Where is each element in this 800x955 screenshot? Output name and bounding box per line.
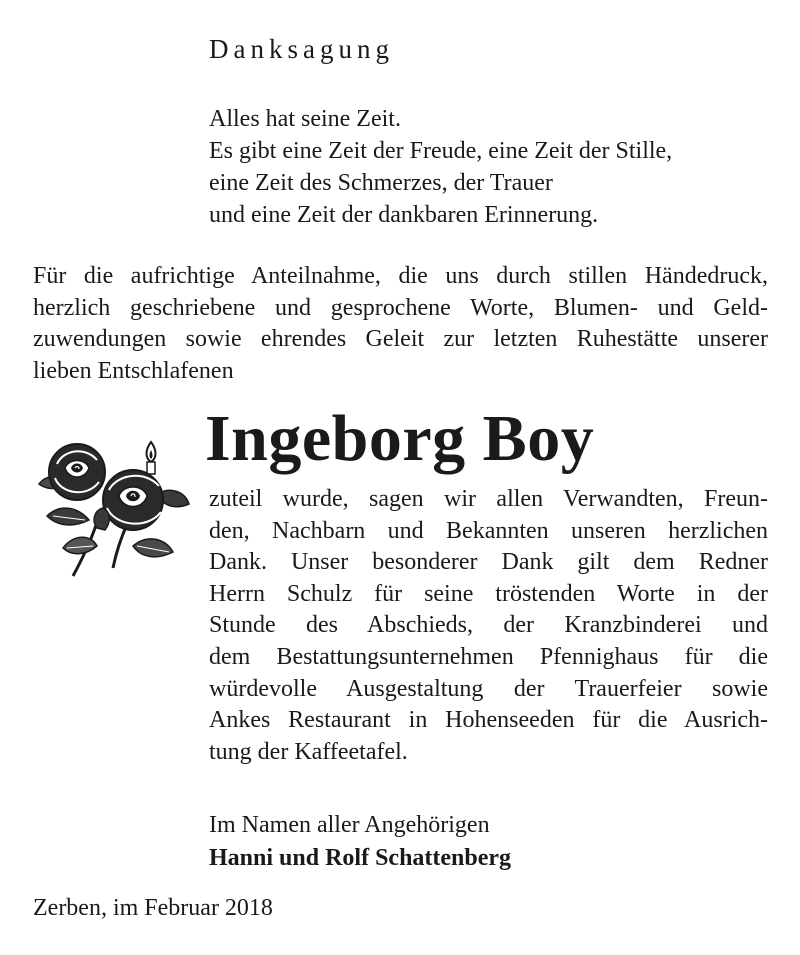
poem-line: Alles hat seine Zeit.	[209, 106, 401, 132]
notice-heading: Danksagung	[209, 34, 394, 64]
thanks-line: Dank. Unser besonderer Dank gilt dem Redner	[209, 549, 768, 576]
poem-line: und eine Zeit der dankbaren Erinnerung.	[209, 202, 599, 228]
intro-paragraph	[33, 261, 768, 387]
roses-candle-icon	[33, 428, 193, 588]
thanks-line: Ankes Restaurant in Hohenseeden für die Ausrich-	[209, 707, 768, 734]
poem-line: Es gibt eine Zeit der Freude, eine Zeit der Stille,	[209, 138, 673, 164]
closing-block	[209, 809, 511, 875]
thanks-line: zuteil wurde, sagen wir allen Verwandten, Freun-	[209, 486, 768, 512]
deceased-name: Ingeborg Boy	[205, 402, 595, 475]
closing-line: Im Namen aller Angehörigen	[209, 812, 490, 838]
signers: Hanni und Rolf Schattenberg	[209, 845, 512, 871]
intro-line: herzlich geschriebene und gesprochene Worte, Blumen- und Geld-	[33, 294, 768, 321]
intro-line: zuwendungen sowie ehrendes Geleit zur letzten Ruhestätte unserer	[33, 326, 768, 352]
thanks-line: dem Bestattungsunternehmen Pfennighaus für die	[209, 643, 768, 670]
thanks-line: tung der Kaffeetafel.	[209, 738, 408, 765]
poem	[209, 103, 672, 231]
intro-line: lieben Entschlafenen	[33, 357, 234, 384]
thanks-line: den, Nachbarn und Bekannten unseren herzlichen	[209, 517, 768, 544]
thanks-line: würdevolle Ausgestaltung der Trauerfeier sowie	[209, 675, 768, 702]
poem-line: eine Zeit des Schmerzes, der Trauer	[209, 170, 553, 196]
thanks-line: Stunde des Abschieds, der Kranzbinderei und	[209, 612, 768, 639]
thanks-paragraph	[209, 484, 768, 768]
thanks-line: Herrn Schulz für seine tröstenden Worte in der	[209, 580, 768, 607]
place-date: Zerben, im Februar 2018	[33, 895, 273, 921]
intro-line: Für die aufrichtige Anteilnahme, die uns durch stillen Händedruck,	[33, 263, 768, 289]
